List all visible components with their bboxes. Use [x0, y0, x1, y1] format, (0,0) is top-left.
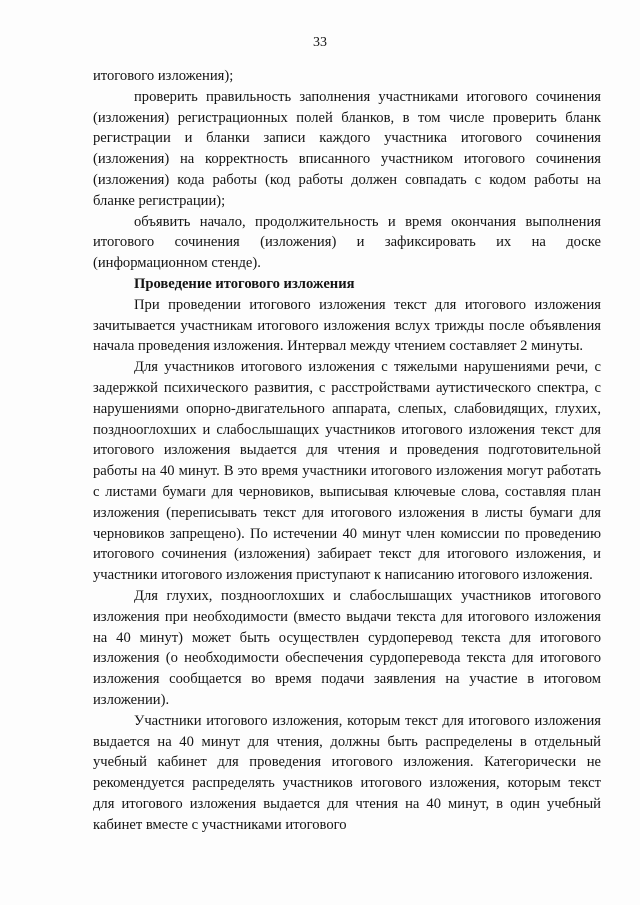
page-number: 33 — [313, 35, 327, 50]
paragraph-sign-language: Для глухих, позднооглохших и слабослышащих участников итогового изложения при необходимости (вместо выдачи текста для итогового изложения на 40 минут) может быть осуществлен сурдоперевод текста для итогового изложения (о необходимости обеспечения сурдоперевода текста для итогового изложения сообщается во время подачи заявления на участие в итоговом изложении). — [93, 587, 601, 708]
paragraph-separate-room: Участники итогового изложения, которым текст для итогового изложения выдается на 40 минут для чтения, должны быть распределены в отдельный учебный кабинет для проведения итогового изложения. Категорически не рекомендуется распределять участников итогового изложения, которым текст для итогового изложения выдается для чтения на 40 минут, в один учебный кабинет вместе с участниками итогового — [93, 712, 601, 833]
body-text — [93, 66, 601, 835]
paragraph-special-needs: Для участников итогового изложения с тяжелыми нарушениями речи, с задержкой психического развития, с расстройствами аутистического спектра, с нарушениями опорно-двигательного аппарата, слепых, слабовидящих, глухих, позднооглохших и слабослышащих участников итогового изложения текст для итогового изложения выдается для чтения и проведения подготовительной работы на 40 минут. В это время участники итогового изложения могут работать с листами бумаги для черновиков, выписывая ключевые слова, составляя план изложения (переписывать текст для итогового изложения в листы бумаги для черновиков запрещено). По истечении 40 минут член комиссии по проведению итогового сочинения (изложения) забирает текст для итогового изложения, и участники итогового изложения приступают к написанию итогового изложения. — [93, 359, 601, 584]
paragraph-check-registration: проверить правильность заполнения участниками итогового сочинения (изложения) регистрационных полей бланков, в том числе проверить бланк регистрации и бланки записи каждого участника итогового сочинения (изложения) на корректность вписанного участником итогового сочинения (изложения) кода работы (код работы должен совпадать с кодом работы на бланке регистрации); — [93, 88, 601, 209]
paragraph-announce-time: объявить начало, продолжительность и время окончания выполнения итогового сочинения (изложения) и зафиксировать их на доске (информационном стенде). — [93, 213, 601, 272]
section-heading: Проведение итогового изложения — [134, 275, 355, 292]
paragraph-reading-aloud: При проведении итогового изложения текст для итогового изложения зачитывается участникам итогового изложения вслух трижды после объявления начала проведения изложения. Интервал между чтением составляет 2 минуты. — [93, 296, 601, 355]
paragraph-continuation: итогового изложения); — [93, 68, 234, 84]
